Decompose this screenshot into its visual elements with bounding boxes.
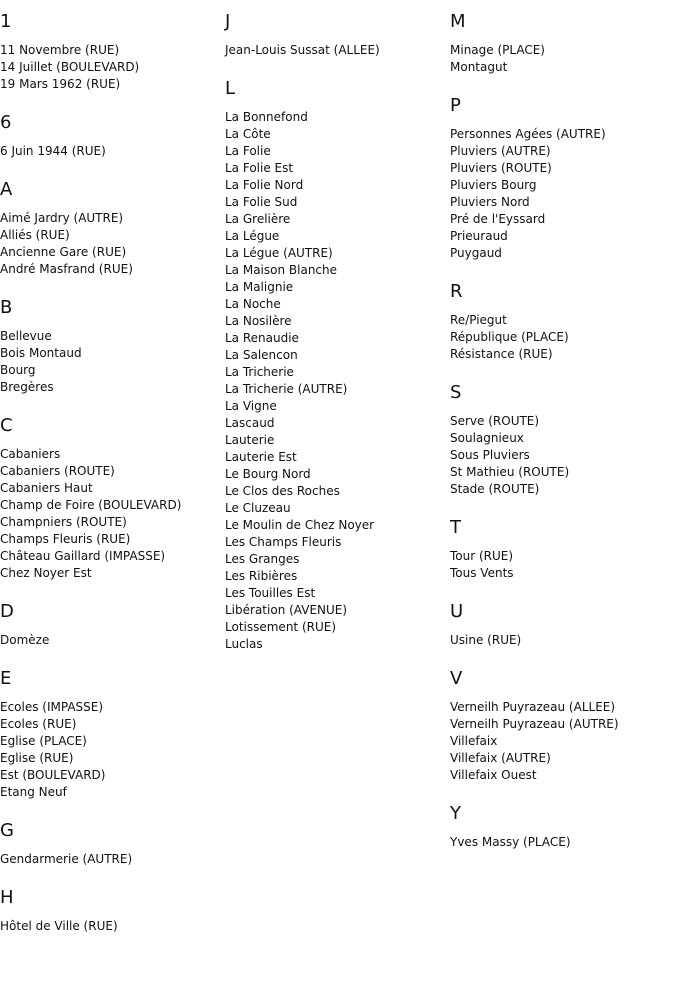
street-link[interactable]: 11 Novembre (RUE)	[0, 43, 120, 57]
street-link[interactable]: Ecoles (IMPASSE)	[0, 700, 104, 714]
street-link[interactable]: La Tricherie	[225, 365, 294, 379]
letter-heading: D	[0, 601, 14, 622]
street-link[interactable]: La Salencon	[225, 348, 298, 362]
street-link[interactable]: Lascaud	[225, 416, 275, 430]
letter-heading: G	[0, 820, 14, 841]
index-column-3	[450, 10, 670, 869]
letter-group	[0, 667, 220, 801]
street-link[interactable]: Le Moulin de Chez Noyer	[225, 518, 375, 532]
street-link[interactable]: Bellevue	[0, 329, 52, 343]
street-link[interactable]: Usine (RUE)	[450, 633, 522, 647]
street-link[interactable]: Gendarmerie (AUTRE)	[0, 852, 133, 866]
letter-heading: T	[450, 517, 461, 538]
street-link[interactable]: La Folie Nord	[225, 178, 304, 192]
street-link[interactable]: St Mathieu (ROUTE)	[450, 465, 570, 479]
street-link[interactable]: Etang Neuf	[0, 785, 67, 799]
street-link[interactable]: Bregères	[0, 380, 54, 394]
street-link[interactable]: Stade (ROUTE)	[450, 482, 540, 496]
letter-heading: M	[450, 11, 466, 32]
letter-group	[0, 178, 220, 278]
street-link[interactable]: Minage (PLACE)	[450, 43, 545, 57]
street-link[interactable]: 14 Juillet (BOULEVARD)	[0, 60, 140, 74]
street-link[interactable]: Alliés (RUE)	[0, 228, 70, 242]
street-link[interactable]: Ecoles (RUE)	[0, 717, 77, 731]
street-link[interactable]: La Folie Est	[225, 161, 294, 175]
street-link[interactable]: Bourg	[0, 363, 36, 377]
street-link[interactable]: La Légue	[225, 229, 280, 243]
street-link[interactable]: Tour (RUE)	[450, 549, 514, 563]
letter-group	[0, 296, 220, 396]
letter-group	[450, 381, 670, 498]
letter-heading: B	[0, 297, 13, 318]
street-link[interactable]: Les Granges	[225, 552, 300, 566]
letter-heading: P	[450, 95, 461, 116]
street-link[interactable]: Re/Piegut	[450, 313, 507, 327]
street-link[interactable]: Tous Vents	[450, 566, 514, 580]
street-link[interactable]: Champniers (ROUTE)	[0, 515, 127, 529]
street-link[interactable]: Villefaix Ouest	[450, 768, 537, 782]
letter-heading: Y	[450, 803, 461, 824]
street-link[interactable]: Chez Noyer Est	[0, 566, 92, 580]
street-link[interactable]: La Maison Blanche	[225, 263, 338, 277]
street-link[interactable]: Pré de l'Eyssard	[450, 212, 546, 226]
letter-heading: R	[450, 281, 463, 302]
street-link[interactable]: Les Ribières	[225, 569, 298, 583]
street-link[interactable]: Luclas	[225, 637, 263, 651]
street-link[interactable]: Personnes Agées (AUTRE)	[450, 127, 606, 141]
street-link[interactable]: Est (BOULEVARD)	[0, 768, 106, 782]
street-link[interactable]: Résistance (RUE)	[450, 347, 553, 361]
letter-group	[225, 77, 445, 653]
street-link[interactable]: Lotissement (RUE)	[225, 620, 337, 634]
street-link[interactable]: Lauterie	[225, 433, 275, 447]
street-link[interactable]: Prieuraud	[450, 229, 508, 243]
street-link[interactable]: Pluviers (AUTRE)	[450, 144, 551, 158]
letter-heading: A	[0, 179, 13, 200]
street-link[interactable]: La Côte	[225, 127, 271, 141]
letter-group	[0, 819, 220, 868]
street-link[interactable]: Libération (AVENUE)	[225, 603, 348, 617]
street-link[interactable]: Champ de Foire (BOULEVARD)	[0, 498, 182, 512]
street-link[interactable]: Hôtel de Ville (RUE)	[0, 919, 118, 933]
street-link[interactable]: 6 Juin 1944 (RUE)	[0, 144, 106, 158]
letter-heading: 6	[0, 112, 12, 133]
letter-group	[0, 414, 220, 582]
street-link[interactable]: La Renaudie	[225, 331, 299, 345]
letter-group	[450, 600, 670, 649]
street-link[interactable]: La Malignie	[225, 280, 294, 294]
letter-heading: E	[0, 668, 12, 689]
letter-heading: J	[225, 11, 231, 32]
letter-heading: V	[450, 668, 463, 689]
index-column-2	[225, 10, 445, 671]
street-link[interactable]: Pluviers Bourg	[450, 178, 537, 192]
letter-group	[450, 280, 670, 363]
street-link[interactable]: Villefaix (AUTRE)	[450, 751, 551, 765]
street-link[interactable]: Yves Massy (PLACE)	[450, 835, 571, 849]
street-link[interactable]: La Légue (AUTRE)	[225, 246, 333, 260]
street-link[interactable]: La Folie Sud	[225, 195, 298, 209]
street-link[interactable]: 19 Mars 1962 (RUE)	[0, 77, 121, 91]
letter-heading: H	[0, 887, 14, 908]
street-link[interactable]: Pluviers (ROUTE)	[450, 161, 552, 175]
letter-group	[450, 94, 670, 262]
street-link[interactable]: Aimé Jardry (AUTRE)	[0, 211, 124, 225]
street-link[interactable]: République (PLACE)	[450, 330, 569, 344]
letter-group	[0, 600, 220, 649]
street-link[interactable]: Le Bourg Nord	[225, 467, 311, 481]
letter-group	[0, 886, 220, 935]
street-link[interactable]: Eglise (RUE)	[0, 751, 74, 765]
street-link[interactable]: Ancienne Gare (RUE)	[0, 245, 127, 259]
street-link[interactable]: Domèze	[0, 633, 50, 647]
street-link[interactable]: Serve (ROUTE)	[450, 414, 540, 428]
street-link[interactable]: Eglise (PLACE)	[0, 734, 87, 748]
street-link[interactable]: La Nosilère	[225, 314, 292, 328]
street-link[interactable]: La Folie	[225, 144, 271, 158]
street-link[interactable]: Cabaniers Haut	[0, 481, 93, 495]
street-link[interactable]: Verneilh Puyrazeau (AUTRE)	[450, 717, 619, 731]
street-link[interactable]: La Grelière	[225, 212, 291, 226]
letter-heading: C	[0, 415, 13, 436]
street-link[interactable]: Villefaix	[450, 734, 498, 748]
street-link[interactable]: La Bonnefond	[225, 110, 308, 124]
letter-group	[450, 802, 670, 851]
index-column-1	[0, 10, 220, 953]
street-link[interactable]: La Noche	[225, 297, 281, 311]
letter-group	[225, 10, 445, 59]
letter-group	[0, 10, 220, 93]
street-link[interactable]: Bois Montaud	[0, 346, 82, 360]
street-link[interactable]: Puygaud	[450, 246, 502, 260]
letter-group	[0, 111, 220, 160]
letter-group	[450, 667, 670, 784]
letter-heading: U	[450, 601, 464, 622]
street-link[interactable]: Soulagnieux	[450, 431, 524, 445]
street-link[interactable]: Champs Fleuris (RUE)	[0, 532, 131, 546]
street-link[interactable]: Les Touilles Est	[225, 586, 316, 600]
letter-heading: S	[450, 382, 462, 403]
street-link[interactable]: Verneilh Puyrazeau (ALLEE)	[450, 700, 616, 714]
street-link[interactable]: André Masfrand (RUE)	[0, 262, 133, 276]
street-link[interactable]: Cabaniers (ROUTE)	[0, 464, 115, 478]
street-link[interactable]: Lauterie Est	[225, 450, 297, 464]
street-link[interactable]: Jean-Louis Sussat (ALLEE)	[225, 43, 380, 57]
letter-group	[450, 516, 670, 582]
street-link[interactable]: Les Champs Fleuris	[225, 535, 342, 549]
street-link[interactable]: Sous Pluviers	[450, 448, 530, 462]
street-link[interactable]: Le Clos des Roches	[225, 484, 340, 498]
letter-heading: 1	[0, 11, 12, 32]
street-link[interactable]: Le Cluzeau	[225, 501, 291, 515]
street-link[interactable]: Pluviers Nord	[450, 195, 530, 209]
letter-group	[450, 10, 670, 76]
street-link[interactable]: La Vigne	[225, 399, 277, 413]
letter-heading: L	[225, 78, 236, 99]
street-link[interactable]: La Tricherie (AUTRE)	[225, 382, 348, 396]
street-link[interactable]: Montagut	[450, 60, 508, 74]
street-link[interactable]: Cabaniers	[0, 447, 61, 461]
street-link[interactable]: Château Gaillard (IMPASSE)	[0, 549, 166, 563]
